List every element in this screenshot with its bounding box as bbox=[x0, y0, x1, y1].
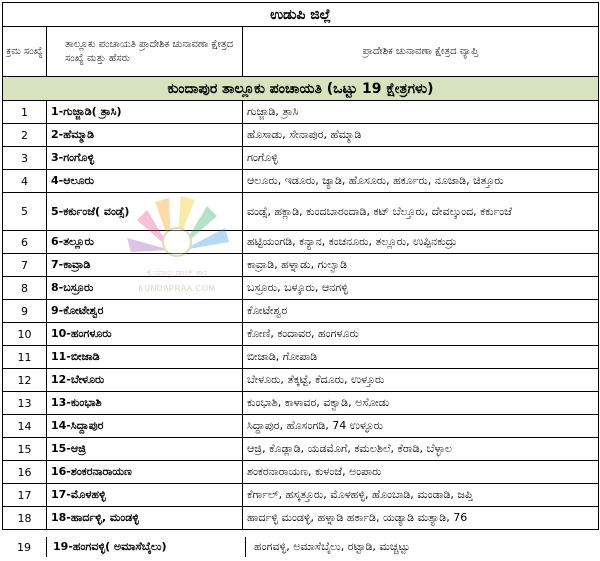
constituency-name: 2-ಹೆಮ್ಮಾಡಿ bbox=[47, 124, 243, 147]
constituency-scope: ಬೇಳೂರು, ತೆಕ್ಕಟ್ಟೆ, ಕೆದೂರು, ಉಳ್ತೂರು bbox=[243, 369, 599, 392]
table-row bbox=[3, 415, 599, 438]
table-row bbox=[3, 193, 599, 231]
table-row bbox=[3, 254, 599, 277]
table-row bbox=[3, 277, 599, 300]
serial-number: 15 bbox=[3, 438, 47, 461]
serial-number: 17 bbox=[3, 484, 47, 507]
constituency-scope: ಕೋಟೇಶ್ವರ bbox=[243, 300, 599, 323]
table-row bbox=[3, 231, 599, 254]
serial-number: 4 bbox=[3, 170, 47, 193]
table-row bbox=[3, 346, 599, 369]
constituency-name: 10-ಹಂಗಳೂರು bbox=[47, 323, 243, 346]
constituency-name: 17-ಮೊಳಹಳ್ಳಿ bbox=[47, 484, 243, 507]
constituency-scope: ವಂಡ್ಸೆ, ಹಕ್ಲಾಡಿ, ಕುಂದಬಾರಂದಾಡಿ, ಕಟ್ ಬೆಲ್ತೂರು, ದೇವಲ್ಕುಂದ, ಕರ್ಕುಂಜೆ bbox=[243, 193, 599, 231]
constituency-name: 15-ಆಜ್ರಿ bbox=[47, 438, 243, 461]
constituency-name: 7-ಕಾವ್ರಾಡಿ bbox=[47, 254, 243, 277]
constituency-name: 3-ಗಂಗೊಳ್ಳಿ bbox=[47, 147, 243, 170]
serial-number: 12 bbox=[3, 369, 47, 392]
watermark-subtext: ಕುಂದಾಪ್ರ ಡಾಟ್ ಕಾಂ bbox=[146, 268, 208, 278]
constituency-name: 6-ತಲ್ಲೂರು bbox=[47, 231, 243, 254]
constituency-name: 5-ಕರ್ಕುಂಜೆ( ವಂಡ್ಸೆ) bbox=[47, 193, 243, 231]
table-row bbox=[3, 170, 599, 193]
table-row bbox=[3, 147, 599, 170]
serial-number: 10 bbox=[3, 323, 47, 346]
constituency-scope: ಕುಂಭಾಶಿ, ಕಾಳಾವರ, ವಕ್ವಾಡಿ, ಅಸೋಡು bbox=[243, 392, 599, 415]
serial-number: 6 bbox=[3, 231, 47, 254]
constituency-name: 8-ಬಸ್ರೂರು bbox=[47, 277, 243, 300]
serial-number: 1 bbox=[3, 101, 47, 124]
constituency-scope: ಕೆರ್ಗಾಲ್, ಹಸ್ಕತ್ತೂರು, ಮೊಳಹಳ್ಳಿ, ಹೊಂಬಾಡಿ, ಮಂಡಾಡಿ, ಜಪ್ತಿ bbox=[243, 484, 599, 507]
table-row bbox=[3, 124, 599, 147]
serial-number: 14 bbox=[3, 415, 47, 438]
table-row bbox=[3, 323, 599, 346]
table-row bbox=[3, 392, 599, 415]
constituency-name: 11-ಬೀಜಾಡಿ bbox=[47, 346, 243, 369]
constituency-name: 4-ಆಲೂರು bbox=[47, 170, 243, 193]
serial-number: 19 bbox=[17, 540, 31, 554]
header-serial: ಕ್ರಮ ಸಂಖ್ಯೆ bbox=[3, 27, 47, 77]
table-row bbox=[3, 461, 599, 484]
table-row bbox=[2, 536, 598, 558]
constituency-scope: ಸಿದ್ದಾಪುರ, ಹೊಸಂಗಡಿ, 74 ಉಳ್ಳೂರು bbox=[243, 415, 599, 438]
serial-number: 11 bbox=[3, 346, 47, 369]
constituency-scope: ಬೀಜಾಡಿ, ಗೋಪಾಡಿ bbox=[243, 346, 599, 369]
header-constituency-scope: ಪ್ರಾದೇಶಿಕ ಚುನಾವಣಾ ಕ್ಷೇತ್ರದ ವ್ಯಾಪ್ತಿ bbox=[243, 27, 599, 77]
table-row bbox=[3, 101, 599, 124]
table-row bbox=[3, 300, 599, 323]
constituency-name: 12-ಬೇಳೂರು bbox=[47, 369, 243, 392]
section-row bbox=[3, 77, 599, 101]
constituency-name: 18-ಹಾರ್ದಳ್ಳಿ, ಮಂಡಳ್ಳಿ bbox=[47, 507, 243, 530]
serial-number: 2 bbox=[3, 124, 47, 147]
table-row bbox=[3, 369, 599, 392]
constituency-name: 14-ಸಿದ್ದಾಪುರ bbox=[47, 415, 243, 438]
serial-number: 13 bbox=[3, 392, 47, 415]
constituency-scope: ಆಜ್ರಿ, ಕೊಡ್ಲಾಡಿ, ಯಡಮೊಗೆ, ಕಮಲಶಿಲೆ, ಕೆರಾಡಿ, ಬೆಳ್ಳಾಲ bbox=[243, 438, 599, 461]
serial-number: 18 bbox=[3, 507, 47, 530]
district-title: ಉಡುಪಿ ಜಿಲ್ಲೆ bbox=[3, 3, 599, 27]
constituency-scope: ಕಾವ್ರಾಡಿ, ಹಳ್ನಾಡು, ಗುಲ್ವಾಡಿ bbox=[243, 254, 599, 277]
constituency-scope: ಗುಜ್ಜಾಡಿ, ತ್ರಾಸಿ bbox=[243, 101, 599, 124]
header-row bbox=[3, 27, 599, 77]
constituency-name: 13-ಕುಂಭಾಶಿ bbox=[47, 392, 243, 415]
constituency-name: 9-ಕೋಟೇಶ್ವರ bbox=[47, 300, 243, 323]
title-row bbox=[3, 3, 599, 27]
constituency-scope: ಶಂಕರನಾರಾಯಣ, ಕುಳಂಜೆ, ಅಂಪಾರು bbox=[243, 461, 599, 484]
constituency-scope: ಹಾರ್ದಳ್ಳಿ ಮಂಡಳ್ಳಿ, ಹಳ್ನಾಡಿ ಹರ್ಕಾಡಿ, ಯಡ್ಯಾಡಿ ಮತ್ಯಾಡಿ, 76 bbox=[243, 507, 599, 530]
serial-number: 5 bbox=[3, 193, 47, 231]
constituency-scope: ಹಂಗವಳ್ಳಿ, ಅಮಾಸೆಬೈಲು, ರಟ್ಟಾಡಿ, ಮಚ್ಚಟ್ಟು bbox=[254, 540, 410, 553]
serial-number: 16 bbox=[3, 461, 47, 484]
constituency-name: 19-ಹಂಗವಳ್ಳಿ( ಅಮಾಸೆಬೈಲು) bbox=[46, 537, 246, 557]
constituency-scope: ಬಸ್ರೂರು, ಬಳ್ಕೂರು, ಆನಗಳ್ಳಿ bbox=[243, 277, 599, 300]
serial-number: 7 bbox=[3, 254, 47, 277]
serial-number: 9 bbox=[3, 300, 47, 323]
table-row bbox=[3, 484, 599, 507]
serial-number: 3 bbox=[3, 147, 47, 170]
section-title: ಕುಂದಾಪುರ ತಾಲ್ಲೂಕು ಪಂಚಾಯತಿ (ಒಟ್ಟು 19 ಕ್ಷೇತ್ರಗಳು) bbox=[3, 77, 599, 101]
constituency-scope: ಹಟ್ಟಿಯಂಗಡಿ, ಕನ್ಯಾನ, ಕಂಚನೂರು, ತಲ್ಲೂರು, ಉಪ್ಪಿನಕುದ್ರು bbox=[243, 231, 599, 254]
constituency-name: 16-ಶಂಕರನಾರಾಯಣ bbox=[47, 461, 243, 484]
header-constituency-name: ತಾಲ್ಲೂಕು ಪಂಚಾಯತಿ ಪ್ರಾದೇಶಿಕ ಚುನಾವಣಾ ಕ್ಷೇತ್ರದ ಸಂಖ್ಯೆ ಮತ್ತು ಹೆಸರು bbox=[47, 27, 243, 77]
serial-number: 8 bbox=[3, 277, 47, 300]
table-row bbox=[3, 507, 599, 530]
watermark-text: KUNDAPRAA.COM bbox=[138, 284, 216, 293]
constituency-name: 1-ಗುಜ್ಜಾಡಿ( ತ್ರಾಸಿ) bbox=[47, 101, 243, 124]
constituency-scope: ಹೊಸಾಡು, ಸೇನಾಪುರ, ಹೆಮ್ಮಾಡಿ bbox=[243, 124, 599, 147]
constituency-scope: ಕೋಣಿ, ಕಂದಾವರ, ಹಂಗಳೂರು bbox=[243, 323, 599, 346]
constituency-table bbox=[2, 2, 599, 530]
table-row bbox=[3, 438, 599, 461]
constituency-scope: ಗಂಗೊಳ್ಳಿ bbox=[243, 147, 599, 170]
constituency-scope: ಆಲೂರು, ಇಡೂರು, ಜ್ಯಾಡಿ, ಹೊಸೂರು, ಹರ್ಕೂರು, ನೂಜಾಡಿ, ಚಿತ್ತೂರು bbox=[243, 170, 599, 193]
